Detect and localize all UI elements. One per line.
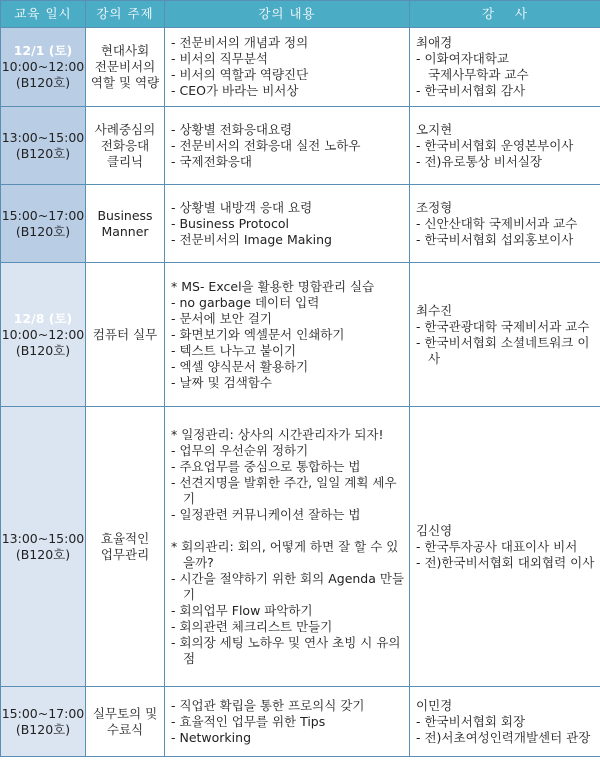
content-item: - 전문비서의 Image Making <box>171 231 332 247</box>
session-time: 13:00~15:00 <box>1 530 85 546</box>
content-cell <box>165 107 410 185</box>
content-item: - 주요업무를 중심으로 통합하는 법 <box>171 458 361 474</box>
lecturer-affiliation: - 한국비서협회 섭외홍보이사 <box>416 231 574 247</box>
content-list <box>171 427 405 667</box>
session-time: 10:00~12:00 <box>1 59 85 74</box>
content-item: - 회의장 세팅 노하우 및 연사 초빙 시 유의점 <box>171 634 401 666</box>
content-item: - 효율적인 업무를 위한 Tips <box>171 713 326 729</box>
content-item: * 회의관리: 회의, 어떻게 하면 잘 할 수 있을까? <box>171 538 399 570</box>
topic-line: 컴퓨터 실무 <box>92 326 158 342</box>
lecturer-name: 최애경 <box>416 35 453 50</box>
topic-line: 효율적인 <box>100 530 150 546</box>
table-row <box>1 687 600 757</box>
schedule-cell <box>1 263 86 407</box>
content-item: - 국제전화응대 <box>171 153 252 169</box>
content-list <box>171 35 405 99</box>
schedule-cell <box>1 28 86 107</box>
header-date: 교육 일시 <box>1 1 86 28</box>
lecturer-cell <box>410 407 600 687</box>
topic-cell <box>86 28 165 107</box>
table-row <box>1 407 600 687</box>
content-item: - 전문비서의 개념과 정의 <box>171 35 309 50</box>
content-item: - CEO가 바라는 비서상 <box>171 83 299 98</box>
header-row <box>1 1 600 28</box>
lecturer-affiliation: - 한국비서협회 운영본부이사 <box>416 137 574 153</box>
content-item: - 상황별 전화응대요령 <box>171 121 293 137</box>
lecturer-name: 최수진 <box>416 302 453 318</box>
topic-line: 전화응대 <box>100 137 150 153</box>
content-item <box>171 523 405 539</box>
content-list <box>171 122 405 170</box>
content-item: - 회의관련 체크리스트 만들기 <box>171 618 333 634</box>
session-room: (B120호) <box>15 546 71 562</box>
lecturer-affiliation: - 전)유로통상 비서실장 <box>416 153 543 169</box>
content-cell <box>165 263 410 407</box>
topic-line: Manner <box>101 223 149 239</box>
topic-cell <box>86 407 165 687</box>
topic-cell <box>86 263 165 407</box>
session-room: (B120호) <box>15 342 71 358</box>
lecturer-cell <box>410 687 600 757</box>
schedule-cell <box>1 185 86 263</box>
lecturer-affiliation: - 이화여자대학교 <box>416 51 510 66</box>
lecturer-affiliation: - 한국투자공사 대표이사 비서 <box>416 538 578 554</box>
topic-line: 역할 및 역량 <box>90 75 160 90</box>
content-item: - Business Protocol <box>171 215 289 231</box>
topic-line: 현대사회 <box>100 43 150 58</box>
topic-line: 실무토의 및 <box>92 705 158 721</box>
lecturer-affiliation: - 한국비서협회 회장 <box>416 713 526 729</box>
content-item: - 날짜 및 검색함수 <box>171 374 272 390</box>
session-time: 15:00~17:00 <box>1 705 85 721</box>
lecturer-affiliation: - 한국비서협회 감사 <box>416 83 526 98</box>
lecturer-cell <box>410 107 600 185</box>
topic-line: 수료식 <box>106 721 144 737</box>
table-row <box>1 28 600 107</box>
session-date: 12/8 (토) <box>13 310 73 326</box>
content-item: - 비서의 역할과 역량진단 <box>171 67 309 82</box>
header-content: 강의 내용 <box>165 1 410 28</box>
content-list <box>171 698 405 746</box>
content-item: - 문서에 보안 걸기 <box>171 310 272 326</box>
session-room: (B120호) <box>15 223 71 239</box>
lecturer-affiliation: - 전)한국비서협회 대외협력 이사 <box>416 554 595 570</box>
lecturer-affiliation: - 한국비서협회 소셜네트워크 이사 <box>416 334 590 366</box>
lecturer-affiliation: - 한국관광대학 국제비서과 교수 <box>416 318 590 334</box>
content-item: - 시간을 절약하기 위한 회의 Agenda 만들기 <box>171 570 405 602</box>
content-cell <box>165 28 410 107</box>
session-time: 15:00~17:00 <box>1 207 85 223</box>
content-item: * MS- Excel을 활용한 명함관리 실습 <box>171 278 375 294</box>
content-item: - Networking <box>171 729 252 745</box>
content-item: * 일정관리: 상사의 시간관리자가 되자! <box>171 426 384 442</box>
content-list <box>171 279 405 391</box>
schedule-cell <box>1 407 86 687</box>
content-item: - 상황별 내방객 응대 요령 <box>171 199 313 215</box>
lecturer-name: 김신영 <box>416 522 453 538</box>
session-time: 10:00~12:00 <box>1 326 85 342</box>
schedule-cell <box>1 107 86 185</box>
topic-cell <box>86 687 165 757</box>
session-date: 12/1 (토) <box>13 43 73 58</box>
lecturer-cell <box>410 28 600 107</box>
content-item: - 전문비서의 전화응대 실전 노하우 <box>171 137 361 153</box>
lecturer-list <box>416 35 596 99</box>
lecturer-name: 이민경 <box>416 697 453 713</box>
content-item: - 화면보기와 엑셀문서 인쇄하기 <box>171 326 345 342</box>
lecturer-affiliation: 국제사무학과 교수 <box>428 67 529 82</box>
topic-line: 사례중심의 <box>94 121 156 137</box>
content-item: - 비서의 직무분석 <box>171 51 268 66</box>
content-item: - no garbage 데이터 입력 <box>171 294 320 310</box>
content-cell <box>165 185 410 263</box>
lecturer-list <box>416 303 596 367</box>
lecturer-cell <box>410 185 600 263</box>
table-row <box>1 107 600 185</box>
topic-cell <box>86 107 165 185</box>
table-row <box>1 185 600 263</box>
content-item: - 일정관련 커뮤니케이션 잘하는 법 <box>171 506 361 522</box>
lecturer-name: 조정형 <box>416 199 453 215</box>
topic-line: 클리닉 <box>106 153 144 169</box>
session-time: 13:00~15:00 <box>1 129 85 145</box>
content-item: - 엑셀 양식문서 활용하기 <box>171 358 309 374</box>
topic-line: 전문비서의 <box>94 59 156 74</box>
content-item: - 텍스트 나누고 붙이기 <box>171 342 297 358</box>
content-cell <box>165 407 410 687</box>
content-item: - 회의업무 Flow 파악하기 <box>171 602 313 618</box>
header-lecturer: 강 사 <box>410 1 600 28</box>
content-item: - 직업관 확립을 통한 프로의식 갖기 <box>171 697 365 713</box>
session-room: (B120호) <box>15 145 71 161</box>
topic-cell <box>86 185 165 263</box>
lecturer-cell <box>410 263 600 407</box>
lecturer-name: 오지현 <box>416 121 453 137</box>
lecturer-list <box>416 523 596 571</box>
session-room: (B120호) <box>15 75 71 90</box>
schedule-cell <box>1 687 86 757</box>
content-item: - 업무의 우선순위 정하기 <box>171 442 309 458</box>
content-list <box>171 200 405 248</box>
topic-line: Business <box>97 207 153 223</box>
content-cell <box>165 687 410 757</box>
lecturer-list <box>416 122 596 170</box>
lecturer-list <box>416 200 596 248</box>
lecturer-list <box>416 698 596 746</box>
header-topic: 강의 주제 <box>86 1 165 28</box>
lecturer-affiliation: - 전)서초여성인력개발센터 관장 <box>416 729 591 745</box>
topic-line: 업무관리 <box>100 546 150 562</box>
table-row <box>1 263 600 407</box>
lecturer-affiliation: - 신안산대학 국제비서과 교수 <box>416 215 578 231</box>
session-room: (B120호) <box>15 721 71 737</box>
content-item: - 선견지명을 발휘한 주간, 일일 계획 세우기 <box>171 474 397 506</box>
